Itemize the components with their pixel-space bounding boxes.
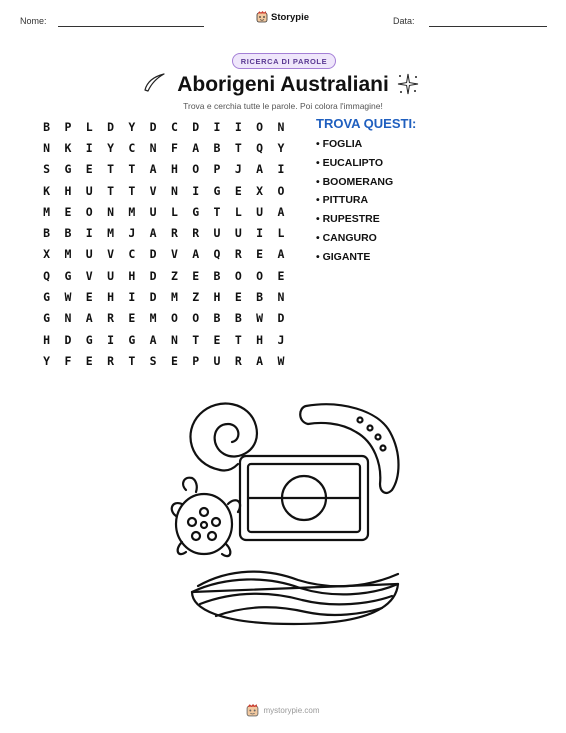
grid-row (36, 329, 292, 350)
grid-cell[interactable]: M (64, 247, 72, 262)
grid-cell[interactable]: E (192, 268, 200, 283)
grid-cell[interactable]: I (277, 162, 285, 177)
grid-cell[interactable]: T (107, 183, 114, 198)
grid-row (36, 308, 292, 329)
grid-cell[interactable]: O (170, 311, 178, 326)
grid-cell[interactable]: W (64, 290, 72, 305)
grid-cell[interactable]: N (149, 140, 157, 155)
word-list (316, 116, 416, 270)
grid-row (36, 116, 292, 137)
sparkle-icon (396, 72, 420, 96)
grid-cell[interactable]: H (64, 183, 72, 198)
grid-cell[interactable]: B (64, 226, 72, 241)
grid-row (36, 159, 292, 180)
grid-cell[interactable]: G (43, 290, 51, 305)
grid-cell[interactable]: N (43, 140, 51, 155)
grid-cell[interactable]: G (85, 332, 93, 347)
grid-cell[interactable]: I (256, 226, 264, 241)
grid-row (36, 201, 292, 222)
grid-cell[interactable]: Q (213, 247, 221, 262)
grid-cell[interactable]: T (234, 140, 242, 155)
word-list-title: TROVA QUESTI: (316, 116, 417, 131)
date-label: Data: (393, 16, 415, 26)
word-item: • GIGANTE (316, 250, 371, 263)
grid-cell[interactable]: B (213, 140, 221, 155)
grid-cell[interactable]: E (256, 247, 264, 262)
grid-cell[interactable]: E (85, 162, 93, 177)
name-field-line[interactable] (58, 26, 204, 27)
letter-grid (36, 116, 292, 372)
grid-cell[interactable]: C (128, 247, 136, 262)
landscape-waves-icon (192, 572, 398, 624)
grid-cell[interactable]: H (256, 332, 264, 347)
grid-cell[interactable]: N (64, 311, 72, 326)
worksheet-header (0, 0, 566, 40)
brand-name: Storypie (271, 11, 310, 23)
grid-cell[interactable]: K (64, 140, 72, 155)
grid-cell[interactable]: Y (43, 353, 51, 368)
grid-row (36, 265, 292, 286)
grid-cell[interactable]: Y (107, 140, 114, 155)
brand (256, 11, 309, 23)
word-item: • CANGURO (316, 231, 377, 244)
grid-cell[interactable]: U (107, 268, 114, 283)
grid-cell[interactable]: N (170, 332, 178, 347)
grid-cell[interactable]: N (107, 204, 114, 219)
grid-cell[interactable]: U (213, 226, 221, 241)
grid-cell[interactable]: D (149, 290, 157, 305)
grid-cell[interactable]: R (170, 226, 178, 241)
grid-cell[interactable]: D (107, 119, 114, 134)
grid-cell[interactable]: D (149, 119, 157, 134)
page-title: Aborigeni Australiani (177, 73, 389, 96)
grid-cell[interactable]: O (256, 268, 264, 283)
grid-cell[interactable]: K (43, 183, 51, 198)
grid-cell[interactable]: A (192, 140, 200, 155)
date-field-line[interactable] (429, 26, 547, 27)
grid-cell[interactable]: R (107, 311, 114, 326)
name-label: Nome: (20, 16, 47, 26)
grid-cell[interactable]: F (170, 140, 178, 155)
grid-cell[interactable]: X (43, 247, 51, 262)
grid-cell[interactable]: Q (43, 268, 51, 283)
word-item: • FOGLIA (316, 138, 363, 150)
grid-cell[interactable]: D (149, 268, 157, 283)
grid-cell[interactable]: O (192, 162, 200, 177)
grid-cell[interactable]: S (43, 162, 51, 177)
grid-cell[interactable]: A (85, 311, 93, 326)
grid-cell[interactable]: J (234, 162, 242, 177)
grid-cell[interactable]: T (192, 332, 200, 347)
grid-cell[interactable]: M (107, 226, 114, 241)
grid-cell[interactable]: O (234, 268, 242, 283)
grid-cell[interactable]: O (277, 183, 285, 198)
grid-cell[interactable]: R (234, 247, 242, 262)
grid-cell[interactable]: A (256, 162, 264, 177)
grid-cell[interactable]: M (43, 204, 51, 219)
grid-cell[interactable]: U (85, 247, 93, 262)
grid-cell[interactable]: U (213, 353, 221, 368)
word-item: • BOOMERANG (316, 175, 394, 188)
instructions: Trova e cerchia tutte le parole. Poi colora l'immagine! (183, 101, 383, 111)
grid-cell[interactable]: E (170, 353, 178, 368)
grid-cell[interactable]: G (213, 183, 221, 198)
grid-cell[interactable]: M (128, 204, 136, 219)
grid-cell[interactable]: X (256, 183, 264, 198)
grid-cell[interactable]: A (192, 247, 200, 262)
grid-cell[interactable]: C (128, 140, 136, 155)
grid-cell[interactable]: L (234, 204, 242, 219)
grid-cell[interactable]: G (64, 162, 72, 177)
grid-cell[interactable]: D (192, 119, 200, 134)
grid-cell[interactable]: A (149, 162, 157, 177)
word-item: • RUPESTRE (316, 213, 380, 226)
grid-cell[interactable]: D (64, 332, 72, 347)
grid-cell[interactable]: O (192, 311, 200, 326)
grid-cell[interactable]: F (64, 353, 72, 368)
grid-cell[interactable]: O (256, 119, 264, 134)
grid-cell[interactable]: T (213, 204, 221, 219)
grid-cell[interactable]: B (213, 311, 221, 326)
aboriginal-flag-icon (240, 456, 368, 540)
grid-cell[interactable]: T (128, 162, 136, 177)
grid-cell[interactable]: T (234, 332, 242, 347)
grid-cell[interactable]: B (213, 268, 221, 283)
grid-cell[interactable]: Z (170, 268, 178, 283)
grid-cell[interactable]: U (234, 226, 242, 241)
grid-cell[interactable]: E (234, 183, 242, 198)
grid-cell[interactable]: L (170, 204, 178, 219)
grid-cell[interactable]: B (256, 290, 264, 305)
grid-cell[interactable]: I (85, 140, 93, 155)
grid-cell[interactable]: T (107, 162, 114, 177)
footer-url[interactable]: mystorypie.com (263, 706, 320, 715)
grid-cell[interactable]: Q (256, 140, 264, 155)
grid-cell[interactable]: H (128, 268, 136, 283)
grid-cell[interactable]: R (107, 353, 114, 368)
word-item: • PITTURA (316, 194, 369, 207)
grid-cell[interactable]: A (149, 332, 157, 347)
grid-cell[interactable]: G (64, 268, 72, 283)
grid-cell[interactable]: H (107, 290, 114, 305)
grid-cell[interactable]: V (85, 268, 93, 283)
grid-cell[interactable]: N (277, 290, 285, 305)
footer (0, 704, 566, 717)
grid-cell[interactable]: P (213, 162, 221, 177)
grid-cell[interactable]: M (170, 290, 178, 305)
grid-cell[interactable]: R (192, 226, 200, 241)
grid-cell[interactable]: L (85, 119, 93, 134)
grid-cell[interactable]: D (277, 311, 285, 326)
word-item: • EUCALIPTO (316, 156, 384, 169)
grid-cell[interactable]: I (213, 119, 221, 134)
grid-cell[interactable]: N (170, 183, 178, 198)
grid-cell[interactable]: W (277, 353, 285, 368)
grid-cell[interactable]: H (213, 290, 221, 305)
grid-cell[interactable]: L (277, 226, 285, 241)
grid-cell[interactable]: N (277, 119, 285, 134)
grid-cell[interactable]: E (85, 290, 93, 305)
grid-cell[interactable]: J (277, 332, 285, 347)
grid-cell[interactable]: U (85, 183, 93, 198)
grid-cell[interactable]: Y (128, 119, 136, 134)
grid-cell[interactable]: A (256, 353, 264, 368)
grid-row (36, 180, 292, 201)
grid-cell[interactable]: A (277, 247, 285, 262)
grid-cell[interactable]: E (85, 353, 93, 368)
grid-row (36, 137, 292, 158)
grid-cell[interactable]: G (192, 204, 200, 219)
grid-cell[interactable]: V (149, 183, 157, 198)
grid-cell[interactable]: T (128, 353, 136, 368)
grid-cell[interactable]: U (149, 204, 157, 219)
grid-cell[interactable]: S (149, 353, 157, 368)
coloring-illustration[interactable] (170, 392, 410, 628)
grid-row (36, 244, 292, 265)
grid-cell[interactable]: I (234, 119, 242, 134)
grid-cell[interactable]: G (43, 311, 51, 326)
grid-cell[interactable]: P (192, 353, 200, 368)
grid-cell[interactable]: P (64, 119, 72, 134)
grid-cell[interactable]: O (85, 204, 93, 219)
grid-cell[interactable]: G (128, 332, 136, 347)
grid-row (36, 222, 292, 243)
grid-cell[interactable]: A (149, 226, 157, 241)
grid-cell[interactable]: I (128, 290, 136, 305)
grid-cell[interactable]: W (256, 311, 264, 326)
grid-cell[interactable]: V (170, 247, 178, 262)
grid-cell[interactable]: T (128, 183, 136, 198)
grid-cell[interactable]: H (170, 162, 178, 177)
grid-cell[interactable]: M (149, 311, 157, 326)
grid-cell[interactable]: V (107, 247, 114, 262)
grid-cell[interactable]: U (256, 204, 264, 219)
grid-cell[interactable]: E (213, 332, 221, 347)
grid-cell[interactable]: E (277, 268, 285, 283)
grid-cell[interactable]: D (149, 247, 157, 262)
grid-cell[interactable]: Y (277, 140, 285, 155)
grid-cell[interactable]: I (192, 183, 200, 198)
turtle-icon (172, 478, 240, 556)
grid-cell[interactable]: E (128, 311, 136, 326)
grid-cell[interactable]: H (43, 332, 51, 347)
grid-cell[interactable]: E (64, 204, 72, 219)
grid-cell[interactable]: B (43, 226, 51, 241)
grid-cell[interactable]: R (234, 353, 242, 368)
spiral-icon (190, 404, 256, 471)
grid-cell[interactable]: E (234, 290, 242, 305)
grid-cell[interactable]: C (170, 119, 178, 134)
storypie-logo-icon (246, 704, 259, 717)
category-badge: RICERCA DI PAROLE (232, 53, 336, 69)
grid-cell[interactable]: B (43, 119, 51, 134)
grid-cell[interactable]: A (277, 204, 285, 219)
grid-cell[interactable]: J (128, 226, 136, 241)
grid-cell[interactable]: Z (192, 290, 200, 305)
grid-cell[interactable]: I (107, 332, 114, 347)
storypie-logo-icon (256, 11, 268, 23)
grid-cell[interactable]: I (85, 226, 93, 241)
grid-row (36, 286, 292, 307)
grid-cell[interactable]: B (234, 311, 242, 326)
grid-row (36, 350, 292, 371)
